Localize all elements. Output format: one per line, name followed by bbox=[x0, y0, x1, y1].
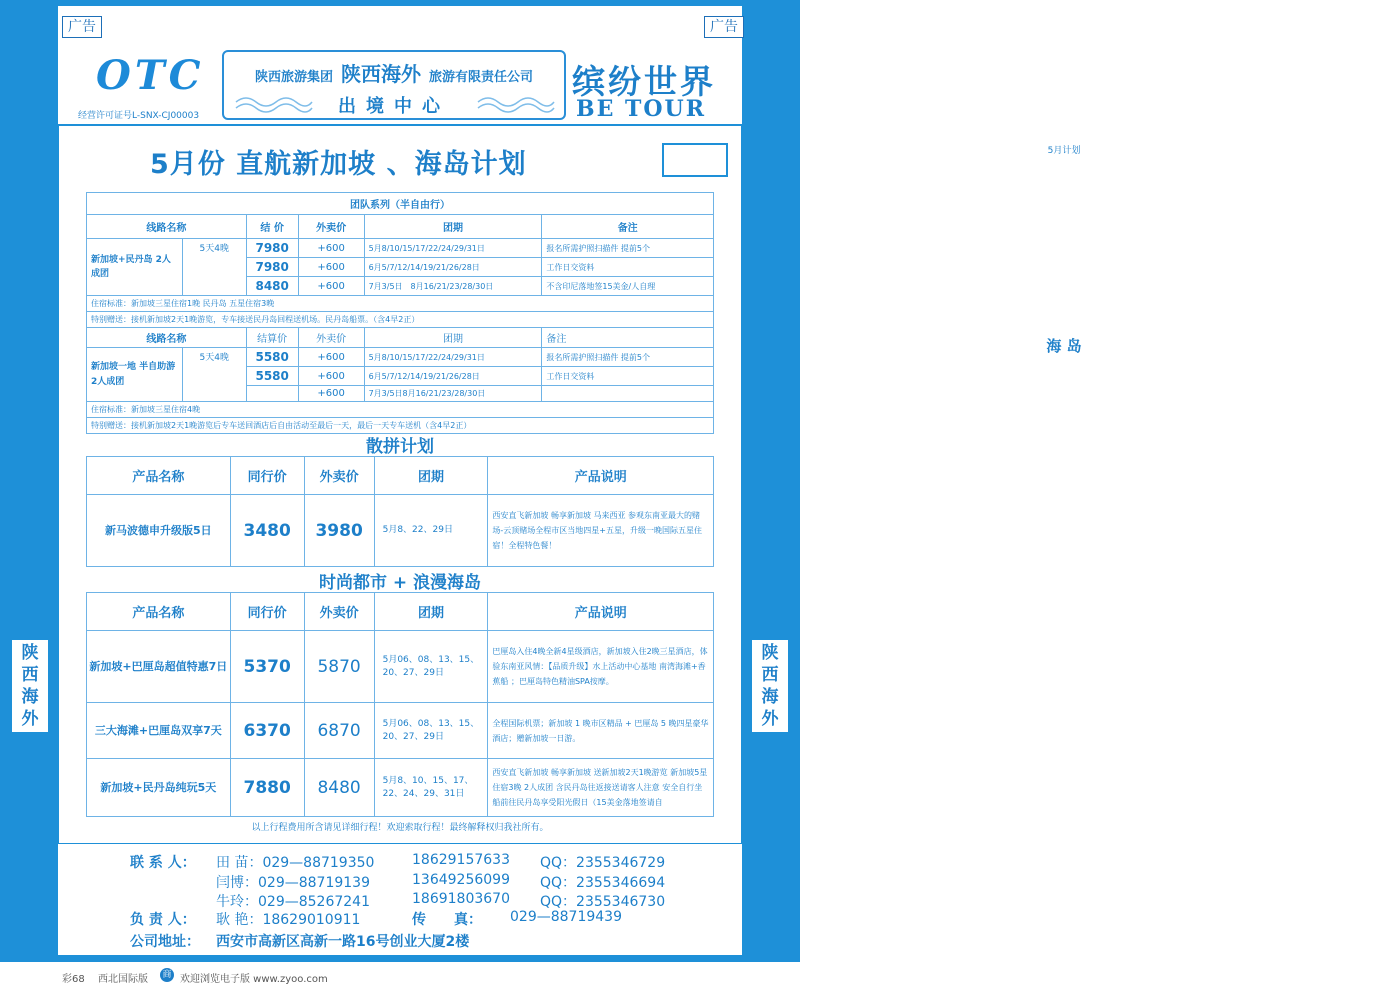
col-header: 产品说明 bbox=[488, 457, 714, 495]
contact-mobile: 18629157633 bbox=[412, 852, 510, 868]
col-header: 外卖价 bbox=[298, 328, 364, 348]
route-sale: +600 bbox=[298, 239, 364, 258]
contact-qq: QQ：2355346729 bbox=[540, 855, 666, 871]
bottom-blue-frame bbox=[0, 955, 800, 962]
route-price: 5580 bbox=[246, 348, 298, 367]
side-char: 海 bbox=[21, 687, 39, 707]
company-short-name: 陕西海外 bbox=[341, 62, 421, 86]
edition-name: 西北国际版 bbox=[98, 974, 148, 985]
route-days: 5天4晚 bbox=[182, 239, 246, 296]
col-header: 备注 bbox=[542, 215, 714, 239]
publisher-logo-icon: 商 bbox=[160, 968, 174, 982]
product-sale: 5870 bbox=[304, 631, 374, 703]
dept-name: 出境中心 bbox=[338, 96, 450, 117]
route-price: 7980 bbox=[246, 258, 298, 277]
contact-mobile: 18691803670 bbox=[412, 891, 510, 907]
route-note: 工作日交资料 bbox=[542, 367, 714, 386]
col-header: 团期 bbox=[374, 593, 488, 631]
col-header: 结算价 bbox=[246, 328, 298, 348]
col-header: 团期 bbox=[364, 215, 542, 239]
route-sale: +600 bbox=[298, 367, 364, 386]
sanpin-title: 散拼计划 bbox=[366, 437, 434, 457]
contact-name: 闫博：029—88719139 bbox=[216, 875, 370, 891]
route-name: 新加坡一地 半自助游 2人成团 bbox=[87, 348, 183, 402]
contact-name: 田 苗：029—88719350 bbox=[216, 855, 375, 871]
route-note: 不含印尼落地签15美金/人自理 bbox=[542, 277, 714, 296]
product-price: 6370 bbox=[230, 703, 304, 759]
route-dates: 6月5/7/12/14/19/21/26/28日 bbox=[364, 367, 542, 386]
route-stay: 住宿标准：新加坡三星住宿1晚 民丹岛 五星住宿3晚 bbox=[87, 296, 714, 312]
product-dates: 5月8、22、29日 bbox=[374, 495, 488, 567]
col-header: 团期 bbox=[374, 457, 488, 495]
left-blue-frame bbox=[0, 0, 58, 962]
otc-logo: OTC bbox=[96, 52, 205, 99]
page-title: 5月份 直航新加坡 、海岛计划 bbox=[150, 149, 527, 180]
side-char: 陕 bbox=[21, 643, 39, 663]
page-number: 彩68 bbox=[62, 974, 85, 985]
col-header: 外卖价 bbox=[298, 215, 364, 239]
page-footer bbox=[0, 962, 800, 997]
contact-name: 牛玲：029—85267241 bbox=[216, 894, 370, 910]
route-sale: +600 bbox=[298, 258, 364, 277]
route-note bbox=[542, 386, 714, 402]
col-header: 线路名称 bbox=[87, 215, 247, 239]
product-desc: 西安直飞新加坡 畅享新加坡 送新加坡2天1晚游览 新加坡5星住宿3晚 2人成团 含民丹岛往返接送请客人注意 安全自行坐船前往民丹岛享受阳光假日（15美金落地签请自 bbox=[488, 759, 714, 817]
island-badge-sub: 5月计划 bbox=[1047, 146, 1081, 156]
manager-value: 耿 艳：18629010911 bbox=[216, 912, 361, 928]
table-row bbox=[87, 759, 714, 817]
address-value: 西安市高新区高新一路16号创业大厦2楼 bbox=[216, 934, 470, 950]
ad-label-right: 广告 bbox=[704, 16, 744, 38]
group-name: 陕西旅游集团 bbox=[254, 70, 333, 85]
website-link[interactable]: 欢迎浏览电子版 www.zyoo.com bbox=[180, 974, 328, 985]
island-badge-title: 海 岛 bbox=[1046, 337, 1082, 355]
col-header: 线路名称 bbox=[87, 328, 247, 348]
side-char: 西 bbox=[761, 665, 779, 685]
contact-label: 联 系 人： bbox=[130, 855, 196, 871]
col-header: 备注 bbox=[542, 328, 714, 348]
ad-label-left: 广告 bbox=[62, 16, 102, 38]
contact-qq: QQ：2355346694 bbox=[540, 875, 666, 891]
product-price: 3480 bbox=[230, 495, 304, 567]
route-price bbox=[246, 386, 298, 402]
route-price: 8480 bbox=[246, 277, 298, 296]
col-header: 产品名称 bbox=[87, 457, 231, 495]
fax-value: 029—88719439 bbox=[510, 909, 622, 925]
license-number: 经营许可证号L-SNX-CJ00003 bbox=[78, 111, 200, 121]
island-badge bbox=[662, 143, 1082, 355]
route-dates: 7月3/5日 8月16/21/23/28/30日 bbox=[364, 277, 542, 296]
route-dates: 5月8/10/15/17/22/24/29/31日 bbox=[364, 348, 542, 367]
group-series-title: 团队系列（半自由行） bbox=[87, 193, 714, 215]
side-tab-right bbox=[752, 640, 788, 732]
route-note: 报名所需护照扫描件 提前5个 bbox=[542, 239, 714, 258]
fashion-table bbox=[86, 592, 714, 817]
product-sale: 3980 bbox=[304, 495, 374, 567]
address-label: 公司地址： bbox=[130, 934, 200, 950]
side-tab-left bbox=[12, 640, 48, 732]
product-sale: 6870 bbox=[304, 703, 374, 759]
product-name: 新加坡+民丹岛纯玩5天 bbox=[87, 759, 231, 817]
route-dates: 7月3/5日8月16/21/23/28/30日 bbox=[364, 386, 542, 402]
route-price: 7980 bbox=[246, 239, 298, 258]
route-note: 报名所需护照扫描件 提前5个 bbox=[542, 348, 714, 367]
product-dates: 5月06、08、13、15、20、27、29日 bbox=[374, 631, 488, 703]
company-suffix: 旅游有限责任公司 bbox=[429, 70, 534, 85]
route-price: 5580 bbox=[246, 367, 298, 386]
side-char: 外 bbox=[21, 709, 39, 729]
product-dates: 5月06、08、13、15、20、27、29日 bbox=[374, 703, 488, 759]
side-char: 西 bbox=[21, 665, 39, 685]
contact-mobile: 13649256099 bbox=[412, 872, 510, 888]
brand-en: BE TOUR bbox=[576, 96, 707, 122]
product-name: 三大海滩+巴厘岛双享7天 bbox=[87, 703, 231, 759]
route-dates: 6月5/7/12/14/19/21/26/28日 bbox=[364, 258, 542, 277]
route-sale: +600 bbox=[298, 386, 364, 402]
company-banner bbox=[222, 50, 566, 120]
col-header: 团期 bbox=[364, 328, 542, 348]
product-dates: 5月8、10、15、17、22、24、29、31日 bbox=[374, 759, 488, 817]
route-name: 新加坡+民丹岛 2人成团 bbox=[87, 239, 183, 296]
footnote: 以上行程费用所含请见详细行程！欢迎索取行程！最终解释权归我社所有。 bbox=[251, 823, 549, 833]
group-series-table bbox=[86, 192, 714, 434]
fax-label: 传 真： bbox=[412, 912, 482, 928]
side-char: 外 bbox=[761, 709, 779, 729]
table-row bbox=[87, 495, 714, 567]
product-desc: 西安直飞新加坡 畅享新加坡 马来西亚 参观东南亚最大的赌场-云顶赌场全程市区当地四星+五星，升级一晚国际五星住宿！全程特色餐！ bbox=[488, 495, 714, 567]
col-header: 外卖价 bbox=[304, 593, 374, 631]
route-sale: +600 bbox=[298, 277, 364, 296]
product-desc: 全程国际机票；新加坡 1 晚市区精品 + 巴厘岛 5 晚四星豪华酒店；赠新加坡一日游。 bbox=[488, 703, 714, 759]
manager-label: 负 责 人： bbox=[130, 912, 196, 928]
col-header: 外卖价 bbox=[304, 457, 374, 495]
col-header: 同行价 bbox=[230, 457, 304, 495]
table-row bbox=[87, 703, 714, 759]
contact-qq: QQ：2355346730 bbox=[540, 894, 666, 910]
table-row bbox=[87, 631, 714, 703]
col-header: 同行价 bbox=[230, 593, 304, 631]
product-desc: 巴厘岛入住4晚全新4星级酒店，新加坡入住2晚三星酒店，体验东南亚风情：【品质升级】水上活动中心基地 南湾海滩+香蕉船 ；巴厘岛特色精油SPA按摩。 bbox=[488, 631, 714, 703]
brand-cn: 缤纷世界 bbox=[572, 62, 716, 101]
route-gift: 特别赠送：接机新加坡2天1晚游览后专车送回酒店后自由活动至最后一天，最后一天专车送机（含4早2正） bbox=[87, 418, 714, 434]
product-price: 7880 bbox=[230, 759, 304, 817]
route-stay: 住宿标准：新加坡三星住宿4晚 bbox=[87, 402, 714, 418]
side-char: 陕 bbox=[761, 643, 779, 663]
fashion-title: 时尚都市 + 浪漫海岛 bbox=[318, 573, 482, 593]
side-char: 海 bbox=[761, 687, 779, 707]
route-days: 5天4晚 bbox=[182, 348, 246, 402]
col-header: 产品名称 bbox=[87, 593, 231, 631]
product-name: 新马波德申升级版5日 bbox=[87, 495, 231, 567]
route-dates: 5月8/10/15/17/22/24/29/31日 bbox=[364, 239, 542, 258]
product-price: 5370 bbox=[230, 631, 304, 703]
company-name-row bbox=[224, 58, 564, 87]
route-note: 工作日交资料 bbox=[542, 258, 714, 277]
route-gift: 特别赠送：接机新加坡2天1晚游览，专车接送民丹岛回程送机场。民丹岛船票。（含4早2正） bbox=[87, 312, 714, 328]
col-header: 产品说明 bbox=[488, 593, 714, 631]
col-header: 结 价 bbox=[246, 215, 298, 239]
sanpin-table bbox=[86, 456, 714, 567]
route-sale: +600 bbox=[298, 348, 364, 367]
product-sale: 8480 bbox=[304, 759, 374, 817]
product-name: 新加坡+巴厘岛超值特惠7日 bbox=[87, 631, 231, 703]
